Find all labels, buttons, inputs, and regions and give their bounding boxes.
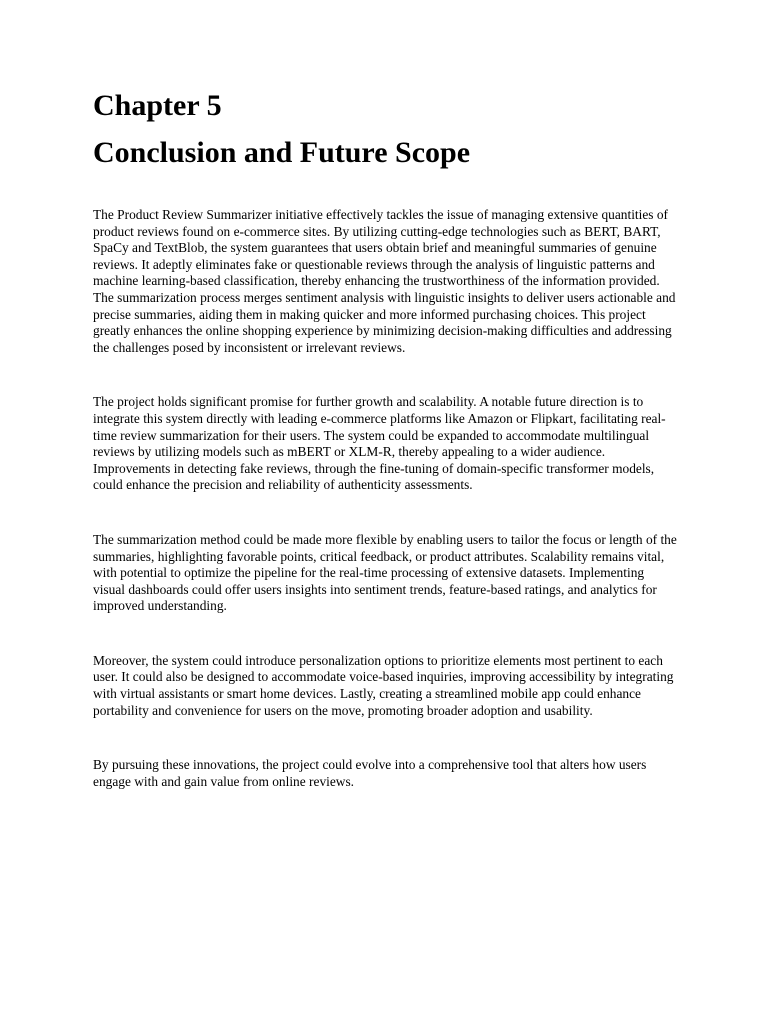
paragraph-flexibility: The summarization method could be made more flexible by enabling users to tailor the focus or length of the summaries, highlighting favorable points, critical feedback, or product attributes. Scalability remains vital, with potential to optimize the pipeline for the real-time processing of extensive datasets. Implementing visual dashboards could offer users insights into sentiment trends, feature-based ratings, and analytics for improved understanding. — [93, 531, 677, 614]
paragraph-summary: The Product Review Summarizer initiative effectively tackles the issue of managing extensive quantities of product reviews found on e-commerce sites. By utilizing cutting-edge technologies such as BERT, BART, SpaCy and TextBlob, the system guarantees that users obtain brief and meaningful summaries of genuine reviews. It adeptly eliminates fake or questionable reviews through the analysis of linguistic patterns and machine learning-based classification, thereby enhancing the trustworthiness of the information provided. The summarization process merges sentiment analysis with linguistic insights to deliver users actionable and precise summaries, aiding them in making quicker and more informed purchasing choices. This project greatly enhances the online shopping experience by minimizing decision-making difficulties and addressing the challenges posed by inconsistent or irrelevant reviews. — [93, 207, 676, 355]
paragraph-closing: By pursuing these innovations, the project could evolve into a comprehensive tool that alters how users engage with and gain value from online reviews. — [93, 757, 647, 789]
paragraph-future-direction: The project holds significant promise for further growth and scalability. A notable future direction is to integrate this system directly with leading e-commerce platforms like Amazon or Flipkart, facilitating real-time review summarization for their users. The system could be expanded to accommodate multilingual reviews by utilizing models such as mBERT or XLM-R, thereby appealing to a wider audience. Improvements in detecting fake reviews, through the fine-tuning of domain-specific transformer models, could enhance the precision and reliability of authenticity assessments. — [93, 394, 666, 493]
chapter-title: Conclusion and Future Scope — [93, 136, 471, 169]
paragraph-personalization: Moreover, the system could introduce personalization options to prioritize elements most pertinent to each user. It could also be designed to accommodate voice-based inquiries, improving accessibility by integrating with virtual assistants or smart home devices. Lastly, creating a streamlined mobile app could enhance portability and convenience for users on the move, promoting broader adoption and usability. — [93, 652, 674, 718]
chapter-body — [93, 207, 678, 828]
chapter-label: Chapter 5 — [93, 89, 222, 122]
